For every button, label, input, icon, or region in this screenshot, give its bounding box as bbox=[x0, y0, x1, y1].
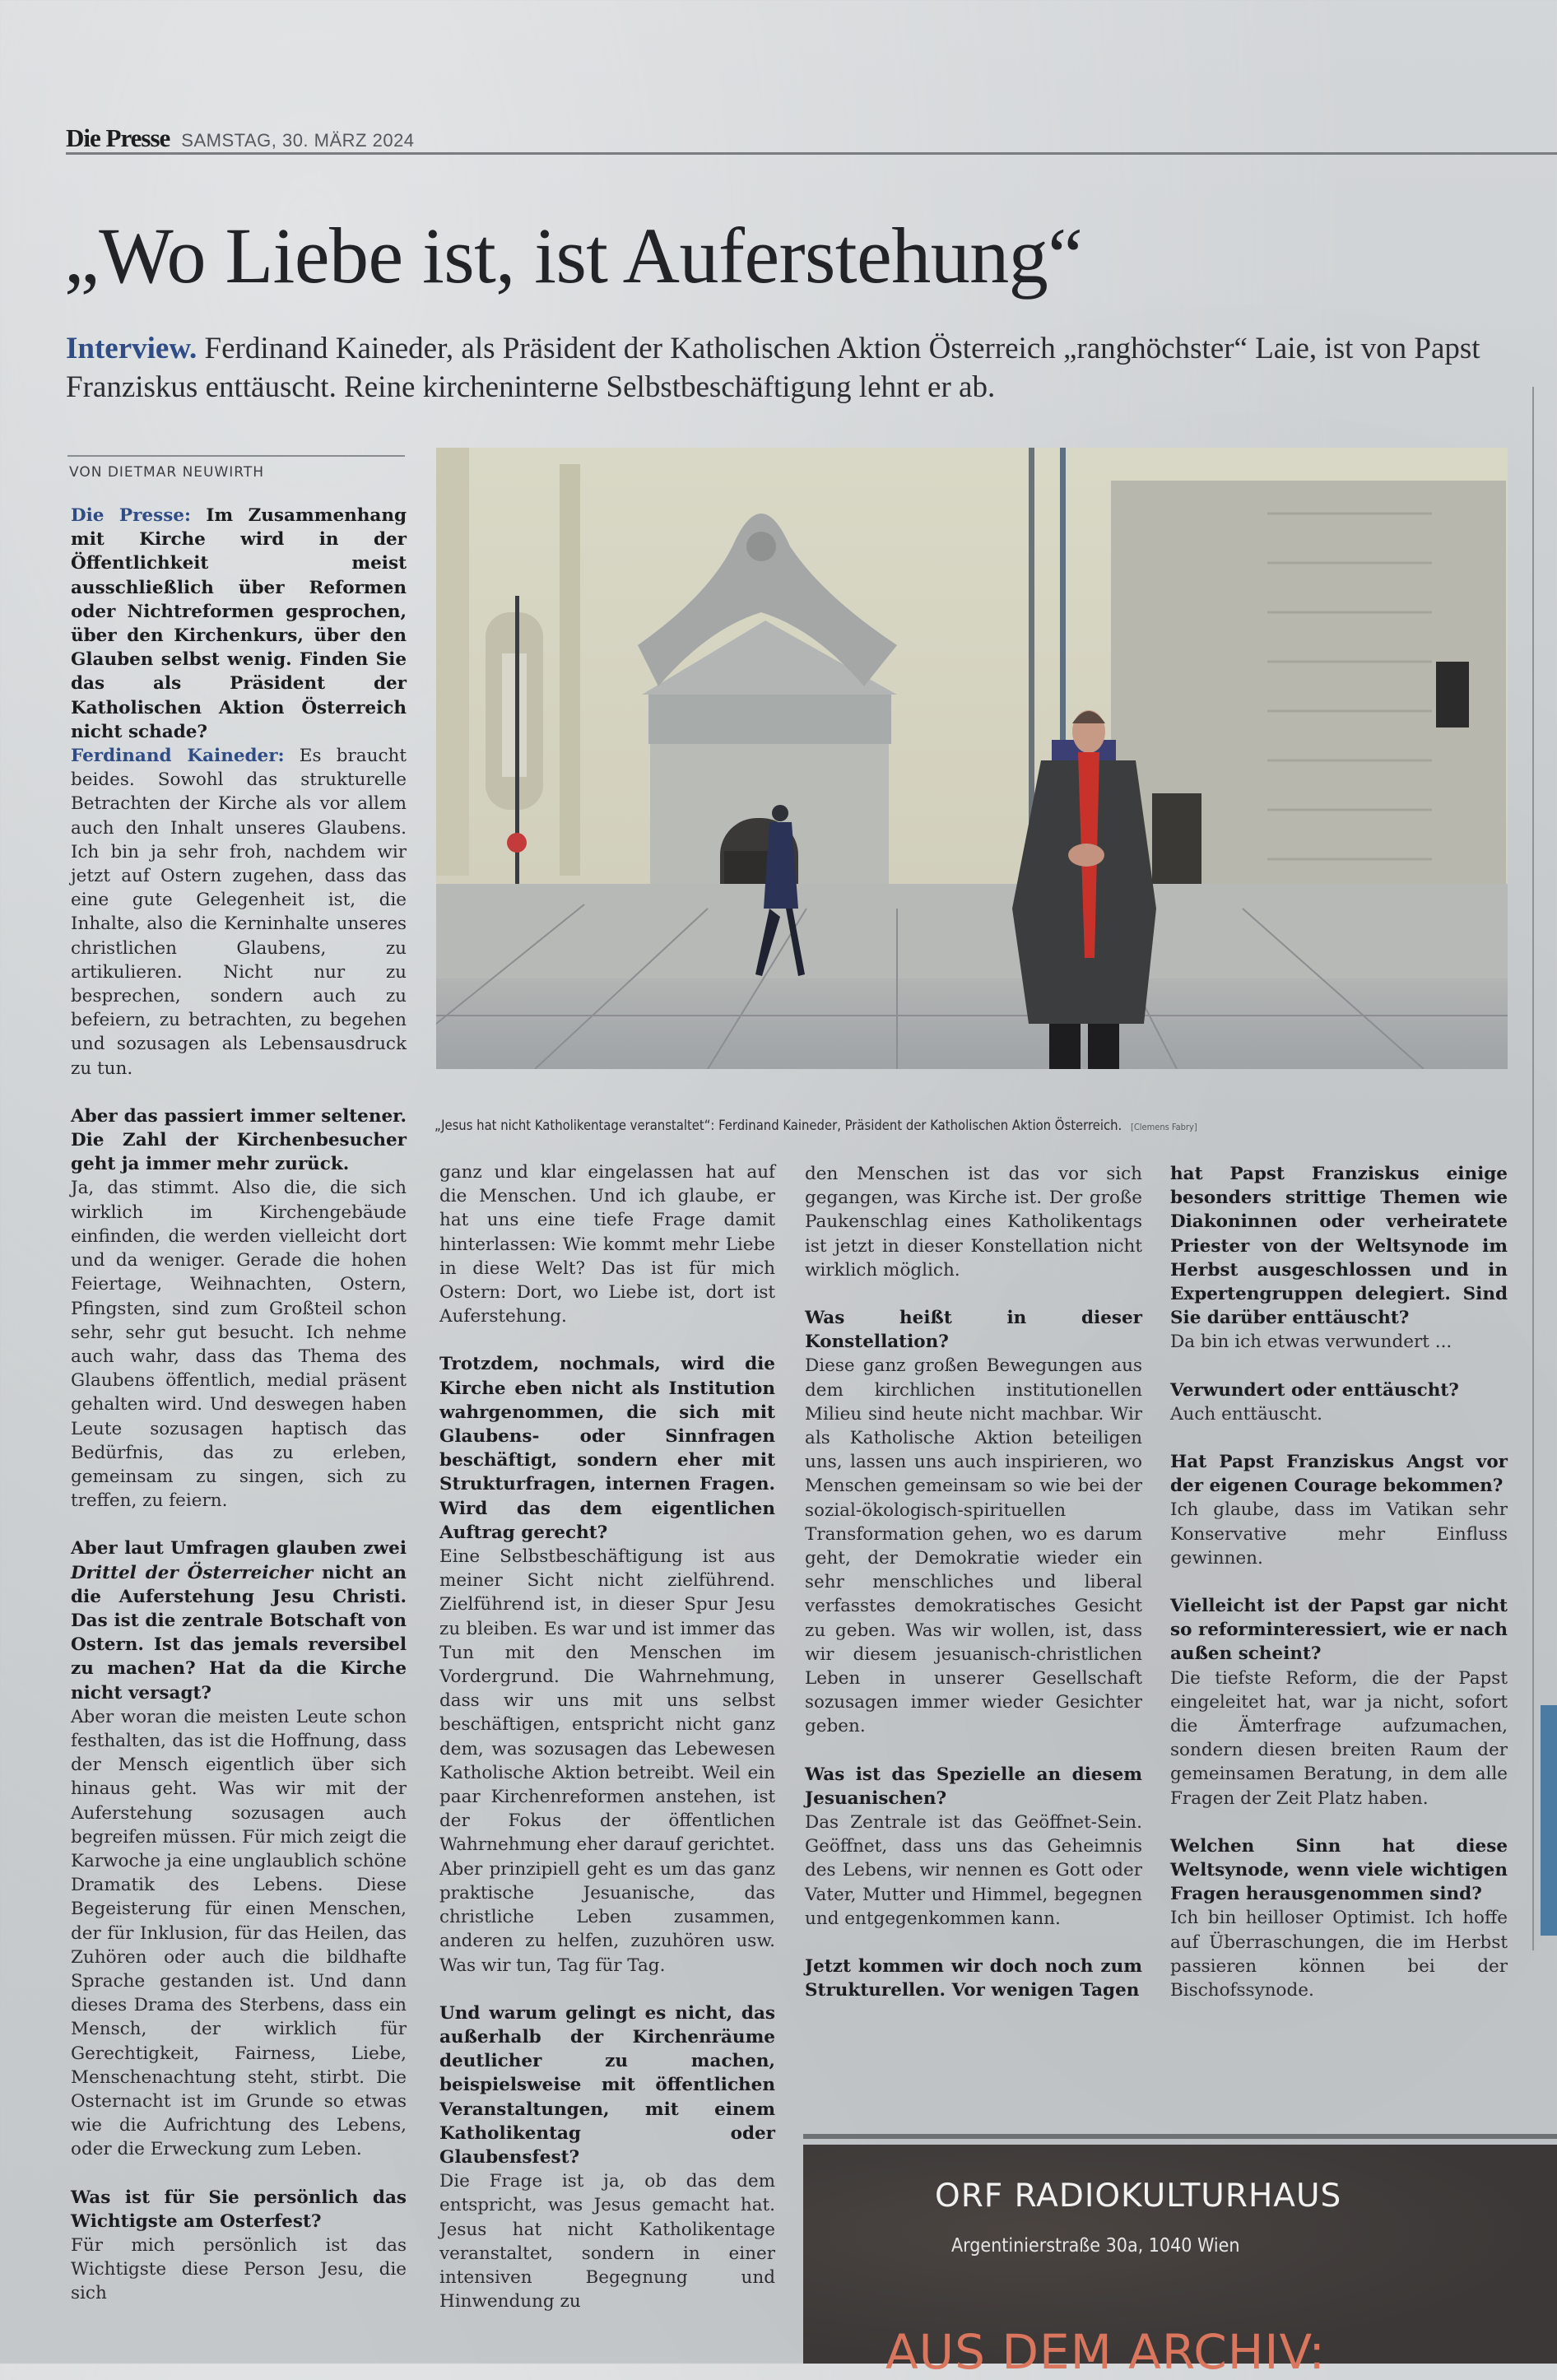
masthead bbox=[66, 123, 415, 153]
answer-5: Eine Selbstbeschäftigung ist aus meiner Sicht nicht zielführend. Zielführend ist, in dieser Spur Jesu zu bleiben. Es war und ist immer das Tun mit den Menschen im Vordergrund. Die Wahrnehmung, dass wir uns mit uns selbst beschäftigen, entspricht nicht ganz dem, was sozusagen das Lebewesen Katholische Aktion betreibt. Weil ein paar Kirchenreformen anstehen, ist der Fokus der öffentlichen Wahrnehmung eher darauf gerichtet. Aber prinzipiell geht es um das ganz praktische Jesuanische, das christliche Leben zusammen, anderen zu helfen, zuzuhören usw. Was wir tun, Tag für Tag. bbox=[439, 1546, 775, 1976]
byline: VON DIETMAR NEUWIRTH bbox=[69, 464, 265, 481]
pavement bbox=[436, 974, 1508, 1069]
issue-date: SAMSTAG, 30. MÄRZ 2024 bbox=[181, 130, 415, 151]
adjacent-page-edge bbox=[1541, 1705, 1557, 1936]
advert-address: Argentinierstraße 30a, 1040 Wien bbox=[951, 2235, 1240, 2257]
question-italic: Drittel der Österreicher bbox=[71, 1562, 314, 1583]
article-column-4 bbox=[1170, 1162, 1508, 2002]
article-dek bbox=[66, 329, 1481, 407]
answer-4-continued: ganz und klar eingelassen hat auf die Menschen. Und ich glaube, er hat uns eine tiefe Frage damit hinterlassen: Wie kommt mehr Liebe in diese Welt? Das ist für mich Ostern: Dort, wo Liebe ist, dort ist Auferstehung. bbox=[439, 1162, 775, 1327]
answer-2: Ja, das stimmt. Also die, die sich wirklich im Kirchengebäude einfinden, die werden vielleicht dort und da weniger. Gerade die hohen Feiertage, Weihnachten, Ostern, Pfingsten, sind zum Großteil schon sehr, sehr gut besucht. Ich nehme auch wahr, dass das Thema des Glaubens öffentlich, medial präsent gehalten wird. Und deswegen haben Leute sozusagen haptisch das Bedürfnis, das zu erleben, gemeinsam zu singen, sich zu treffen, zu feiern. bbox=[71, 1178, 407, 1512]
article-column-3 bbox=[805, 1162, 1142, 2003]
dek-kicker: Interview. bbox=[66, 332, 198, 365]
answer-13: Ich bin heilloser Optimist. Ich hoffe auf Überraschungen, die im Herbst passieren können bei der Bischofssynode. bbox=[1170, 1908, 1508, 2001]
question-9-start: Jetzt kommen wir doch noch zum Strukturellen. Vor wenigen Tagen bbox=[805, 1956, 1142, 2001]
photo-caption bbox=[435, 1118, 1521, 1133]
answer-12: Die tiefste Reform, die der Papst eingeleitet hat, war ja nicht, sofort die Ämterfrage aufzumachen, sondern diesen breiten Raum der gemeinsamen Beratung, in dem alle Fragen der Zeit Platz haben. bbox=[1170, 1667, 1508, 1809]
answer-text: Es braucht beides. Sowohl das strukturelle Betrachten der Kirche als vor allem auch den Inhalt unseres Glaubens. Ich bin ja sehr froh, nachdem wir jetzt auf Ostern zugehen, dass das eine gute Gelegenheit ist, die Inhalte, also die Kerninhalte unseres christlichen Glaubens, zu artikulieren. Nicht nur zu besprechen, sondern auch zu befeiern, zu betrachten, zu begehen und sozusagen als Lebensausdruck zu tun. bbox=[71, 746, 407, 1079]
question-10: Verwundert oder enttäuscht? bbox=[1170, 1379, 1459, 1401]
question-7: Was heißt in dieser Konstellation? bbox=[805, 1308, 1142, 1353]
question-3 bbox=[71, 1536, 407, 1704]
answer-11: Ich glaube, dass im Vatikan sehr Konservative mehr Einfluss gewinnen. bbox=[1170, 1499, 1508, 1569]
question-13: Welchen Sinn hat diese Weltsynode, wenn viele wichtigen Fragen herausgenommen sind? bbox=[1170, 1835, 1508, 1905]
question-text: Aber laut Umfragen glauben zwei bbox=[71, 1538, 407, 1560]
masthead-rule bbox=[66, 152, 1557, 155]
speaker-label-kaineder: Ferdinand Kaineder: bbox=[71, 746, 285, 767]
advert-venue: ORF RADIOKULTURHAUS bbox=[935, 2178, 1342, 2215]
question-text: nicht an die Auferstehung Jesu Christi. Das ist die zentrale Botschaft von Ostern. Ist das jemals reversibel zu machen? Hat da die Kirche nicht versagt? bbox=[71, 1562, 407, 1704]
answer-6-continued: den Menschen ist das vor sich gegangen, was Kirche ist. Der große Paukenschlag eines Katholikentags ist jetzt in dieser Konstellation nicht wirklich möglich. bbox=[805, 1164, 1142, 1281]
question-1 bbox=[71, 504, 407, 744]
answer-7: Diese ganz großen Bewegungen aus dem kirchlichen institutionellen Milieu sind heute nicht machbar. Wir als Katholische Aktion beteiligen uns, lassen uns auch inspirieren, wo Menschen gemeinsam so wie bei der sozial-ökologisch-spirituellen Transformation gehen, wo es darum geht, der Demokratie wieder ein sehr menschliches und liberal verfasstes demokratisches Gesicht zu geben. Was wir wollen, ist, dass wir diesem jesuanisch-christlichen Leben in unserer Gesellschaft sozusagen immer wieder Gesichter geben. bbox=[805, 1355, 1142, 1737]
answer-6-start: Die Frage ist ja, ob das dem entspricht, was Jesus gemacht hat. Jesus hat nicht Katholikentage veranstaltet, sondern in einer intensiven Begegnung und Hinwendung zu bbox=[439, 2171, 775, 2313]
photo-credit: [Clemens Fabry] bbox=[1130, 1122, 1197, 1132]
column-rule bbox=[1532, 387, 1534, 1950]
question-5: Trotzdem, nochmals, wird die Kirche eben nicht als Institution wahrgenommen, die sich mit Glaubens- oder Sinnfragen beschäftigt, sondern eher mit Strukturfragen, internen Fragen. Wird das dem eigentlichen Auftrag gerecht? bbox=[439, 1354, 775, 1543]
article-column-2 bbox=[439, 1160, 775, 2313]
caption-text: „Jesus hat nicht Katholikentage veranstaltet“: Ferdinand Kaineder, Präsident der Katholischen Aktion Österreich. bbox=[435, 1118, 1122, 1133]
question-12: Vielleicht ist der Papst gar nicht so reforminteressiert, wie er nach außen scheint? bbox=[1170, 1596, 1508, 1665]
dek-text: Ferdinand Kaineder, als Präsident der Katholischen Aktion Österreich „ranghöchster“ Laie, ist von Papst Franziskus enttäuscht. Reine kircheninterne Selbstbeschäftigung lehnt er ab. bbox=[66, 332, 1480, 404]
article-headline: „Wo Liebe ist, ist Auferstehung“ bbox=[64, 212, 1083, 300]
newspaper-logo: Die Presse bbox=[66, 123, 170, 152]
byline-rule bbox=[67, 455, 405, 457]
speaker-label-presse: Die Presse: bbox=[71, 505, 191, 526]
question-6: Und warum gelingt es nicht, das außerhalb der Kirchenräume deutlicher zu machen, beispielsweise mit öffentlichen Veranstaltungen, mit einem Katholikentag oder Glaubensfest? bbox=[439, 2002, 775, 2168]
article-column-1 bbox=[71, 504, 407, 2306]
question-8: Was ist das Spezielle an diesem Jesuanischen? bbox=[805, 1764, 1142, 1809]
question-2: Aber das passiert immer seltener. Die Zahl der Kirchenbesucher geht ja immer mehr zurück. bbox=[71, 1105, 407, 1175]
advert-rule bbox=[803, 2134, 1557, 2139]
answer-9: Da bin ich etwas verwundert ... bbox=[1170, 1332, 1452, 1353]
answer-4-start: Für mich persönlich ist das Wichtigste diese Person Jesu, die sich bbox=[71, 2235, 407, 2304]
answer-3: Aber woran die meisten Leute schon festhalten, das ist die Hoffnung, dass der Mensch eigentlich über sich hinaus geht. Was wir mit der Auferstehung sozusagen auch begreifen müssen. Für mich zeigt die Karwoche ja eine unglaublich schöne Dramatik des Lebens. Diese Begeisterung für einen Menschen, der für Inklusion, für das Heilen, das Zuhören oder auch die bildhafte Sprache gestanden ist. Und dann dieses Drama des Sterbens, dass ein Mensch, der wirklich für Gerechtigkeit, Fairness, Liebe, Menschenachtung steht, stirbt. Die Osternacht ist im Grunde so etwas wie die Aufrichtung des Lebens, oder die Erweckung zum Leben. bbox=[71, 1706, 407, 2160]
question-4: Was ist für Sie persönlich das Wichtigste am Osterfest? bbox=[71, 2187, 407, 2232]
question-11: Hat Papst Franziskus Angst vor der eigenen Courage bekommen? bbox=[1170, 1452, 1508, 1497]
answer-1 bbox=[71, 744, 407, 1081]
question-9-continued: hat Papst Franziskus einige besonders strittige Themen wie Diakoninnen oder verheiratete Priester von der Weltsynode im Herbst ausgeschlossen und in Expertengruppen delegiert. Sind Sie darüber enttäuscht? bbox=[1170, 1164, 1508, 1329]
article-photo bbox=[436, 448, 1508, 1069]
advert-headline: AUS DEM ARCHIV: bbox=[885, 2324, 1326, 2380]
answer-8: Das Zentrale ist das Geöffnet-Sein. Geöffnet, dass uns das Geheimnis des Lebens, wir nennen es Gott oder Vater, Mutter und Himmel, begegnen und entgegenkommen kann. bbox=[805, 1812, 1142, 1929]
question-text: Im Zusammenhang mit Kirche wird in der Öffentlichkeit meist ausschließlich über Reformen oder Nichtreformen gesprochen, über den Kirchenkurs, über den Glauben selbst wenig. Finden Sie das als Präsident der Katholischen Aktion Österreich nicht schade? bbox=[71, 505, 407, 742]
photo-illustration bbox=[436, 448, 1508, 1069]
answer-10: Auch enttäuscht. bbox=[1170, 1403, 1323, 1425]
advertisement bbox=[803, 2145, 1557, 2380]
